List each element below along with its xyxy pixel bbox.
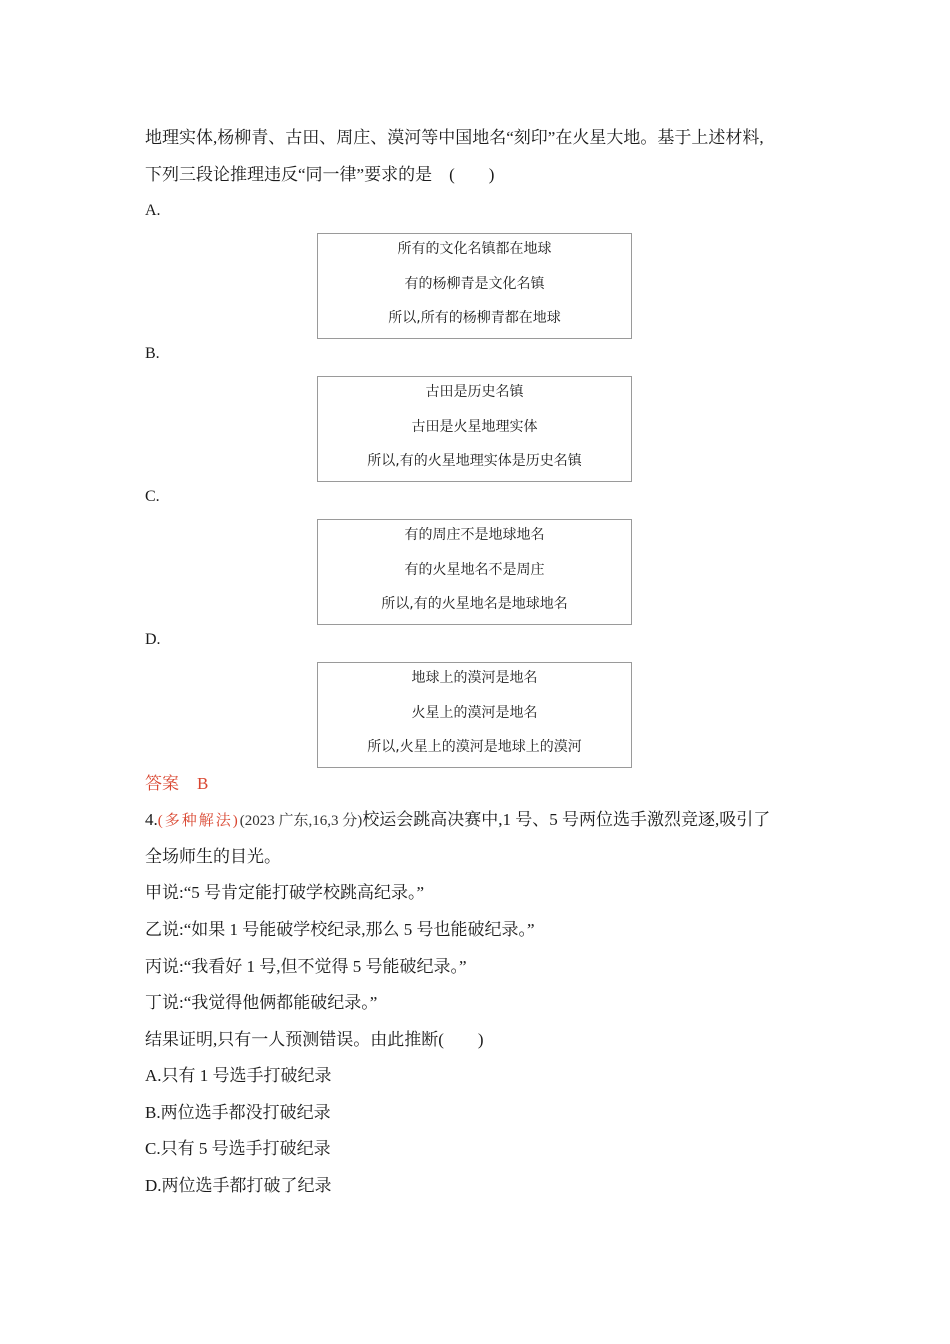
option-b-label: B. (145, 345, 160, 362)
option-d-conclusion: 所以,火星上的漠河是地球上的漠河 (367, 739, 582, 755)
option-d-label: D. (145, 631, 161, 648)
question-4-source: (2023 广东,16,3 分) (239, 813, 363, 829)
option-b-syllogism-box (317, 376, 632, 482)
intro-line-1: 地理实体,杨柳青、古田、周庄、漠河等中国地名“刻印”在火星大地。基于上述材料, (145, 128, 764, 147)
statement-bing: 丙说:“我看好 1 号,但不觉得 5 号能破纪录。” (145, 957, 467, 976)
option-c-conclusion: 所以,有的火星地名是地球地名 (381, 596, 568, 612)
option-a-label: A. (145, 202, 161, 219)
option-b-minor-premise: 古田是火星地理实体 (411, 419, 538, 435)
question-4-conclusion: 结果证明,只有一人预测错误。由此推断( ) (145, 1030, 484, 1049)
choice-a: A.只有 1 号选手打破纪录 (145, 1066, 332, 1085)
answer-line (145, 772, 208, 796)
option-c-syllogism-box (317, 519, 632, 625)
option-a-minor-premise: 有的杨柳青是文化名镇 (404, 276, 545, 292)
option-c-minor-premise: 有的火星地名不是周庄 (404, 562, 545, 578)
choice-c: C.只有 5 号选手打破纪录 (145, 1139, 331, 1158)
statement-ding: 丁说:“我觉得他俩都能破纪录。” (145, 993, 378, 1012)
intro-line-2: 下列三段论推理违反“同一律”要求的是 ( ) (145, 165, 495, 184)
option-d-minor-premise: 火星上的漠河是地名 (411, 705, 538, 721)
option-b-major-premise: 古田是历史名镇 (425, 384, 524, 400)
answer-value: B (197, 774, 209, 793)
choice-b: B.两位选手都没打破纪录 (145, 1103, 331, 1122)
option-d-major-premise: 地球上的漠河是地名 (411, 670, 538, 686)
question-4-stem-line-2: 全场师生的目光。 (145, 847, 281, 866)
question-4-stem-line-1 (145, 808, 770, 833)
option-c-major-premise: 有的周庄不是地球地名 (404, 527, 545, 543)
option-a-major-premise: 所有的文化名镇都在地球 (397, 241, 552, 257)
option-a-syllogism-box (317, 233, 632, 339)
choice-d: D.两位选手都打破了纪录 (145, 1176, 332, 1195)
question-4-stem-1: 校运会跳高决赛中,1 号、5 号两位选手激烈竞逐,吸引了 (362, 810, 771, 829)
option-d-syllogism-box (317, 662, 632, 768)
statement-jia: 甲说:“5 号肯定能打破学校跳高纪录。” (145, 883, 425, 902)
question-4-number: 4. (145, 810, 158, 829)
question-4-method-tag: (多种解法) (157, 813, 240, 829)
statement-yi: 乙说:“如果 1 号能破学校纪录,那么 5 号也能破纪录。” (145, 920, 535, 939)
option-b-conclusion: 所以,有的火星地理实体是历史名镇 (367, 453, 582, 469)
option-c-label: C. (145, 488, 160, 505)
option-a-conclusion: 所以,所有的杨柳青都在地球 (388, 310, 561, 326)
answer-label: 答案 (145, 774, 179, 793)
